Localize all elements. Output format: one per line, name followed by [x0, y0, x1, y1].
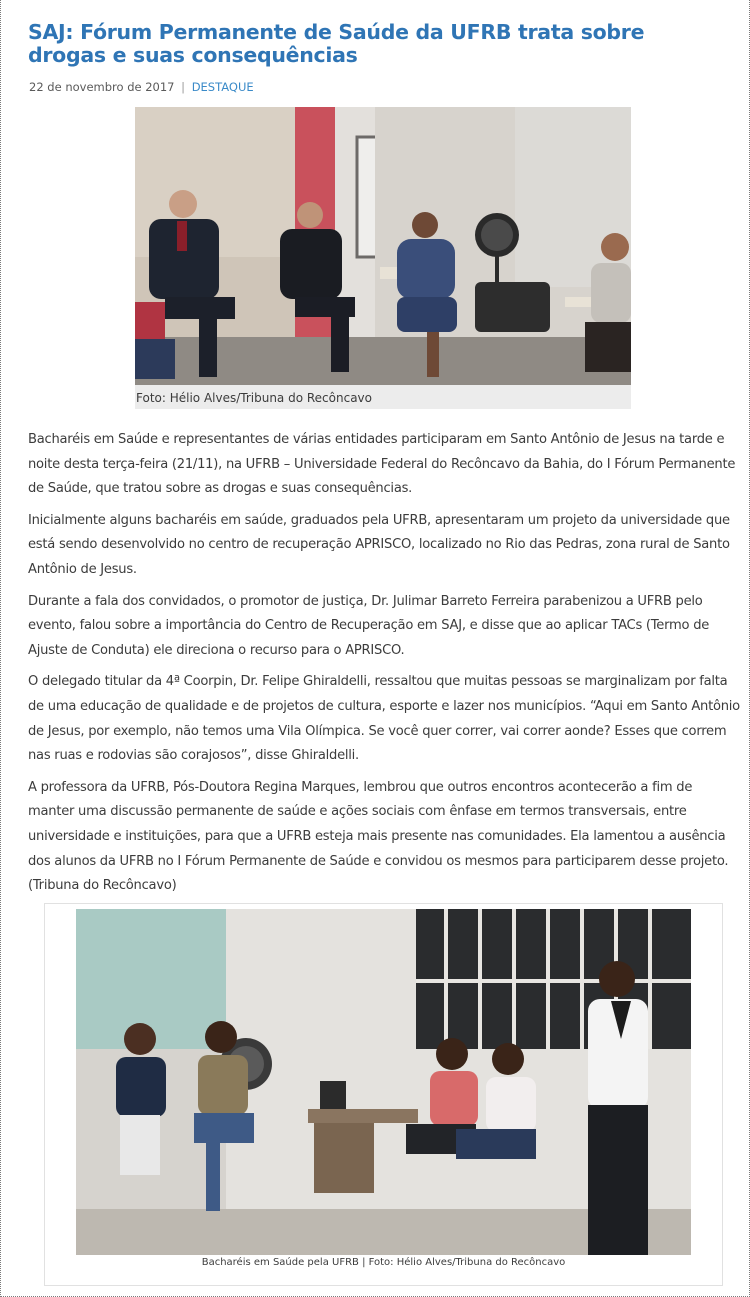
paragraph: O delegado titular da 4ª Coorpin, Dr. Felipe Ghiraldelli, ressaltou que muitas pessoas se marginalizam por falta de uma educação de qualidade e de projetos de cultura, esporte e lazer nos municípios. “Aqui em Santo Antônio de Jesus, por exemplo, não temos uma Vila Olímpica. Se você quer correr, vai correr aonde? Esses que correm nas ruas e rodovias são corajosos”, disse Ghiraldelli.: [28, 674, 740, 764]
graduates-photo-illustration: [76, 909, 691, 1255]
article-title[interactable]: SAJ: Fórum Permanente de Saúde da UFRB trata sobre drogas e suas consequências: [28, 20, 645, 67]
meeting-photo-illustration: [135, 107, 631, 385]
article-date: 22 de novembro de 2017: [29, 80, 175, 94]
paragraph: Bacharéis em Saúde e representantes de várias entidades participaram em Santo Antônio de Jesus na tarde e noite desta terça-feira (21/11), na UFRB – Universidade Federal do Recôncavo da Bahia, do I Fórum Permanente de Saúde, que tratou sobre as drogas e suas consequências.: [28, 432, 736, 497]
article-meta: [29, 80, 254, 94]
photo-2-caption: Bacharéis em Saúde pela UFRB | Foto: Hélio Alves/Tribuna do Recôncavo: [201, 1257, 566, 1268]
paragraph: Inicialmente alguns bacharéis em saúde, graduados pela UFRB, apresentaram um projeto da universidade que está sendo desenvolvido no centro de recuperação APRISCO, localizado no Rio das Pedras, zona rural de Santo Antônio de Jesus.: [28, 512, 730, 577]
article-figure-2: [44, 903, 723, 1286]
article-body: [28, 428, 740, 906]
photo-1-caption: Foto: Hélio Alves/Tribuna do Recôncavo: [135, 385, 631, 409]
article-photo-1[interactable]: [135, 107, 631, 385]
meta-separator: |: [181, 80, 186, 94]
category-link[interactable]: DESTAQUE: [191, 80, 254, 94]
article-photo-2[interactable]: [76, 909, 691, 1255]
paragraph: Durante a fala dos convidados, o promotor de justiça, Dr. Julimar Barreto Ferreira parabenizou a UFRB pelo evento, falou sobre a importância do Centro de Recuperação em SAJ, e disse que ao aplicar TACs (Termo de Ajuste de Conduta) ele direciona o recurso para o APRISCO.: [28, 593, 710, 658]
paragraph: A professora da UFRB, Pós-Doutora Regina Marques, lembrou que outros encontros acontecerão a fim de manter uma discussão permanente de saúde e ações sociais com ênfase em termos transversais, entre universidade e instituições, para que a UFRB esteja mais presente nas comunidades. Ela lamentou a ausência dos alunos da UFRB no I Fórum Permanente de Saúde e convidou os mesmos para participarem desse projeto. (Tribuna do Recôncavo): [28, 779, 729, 894]
